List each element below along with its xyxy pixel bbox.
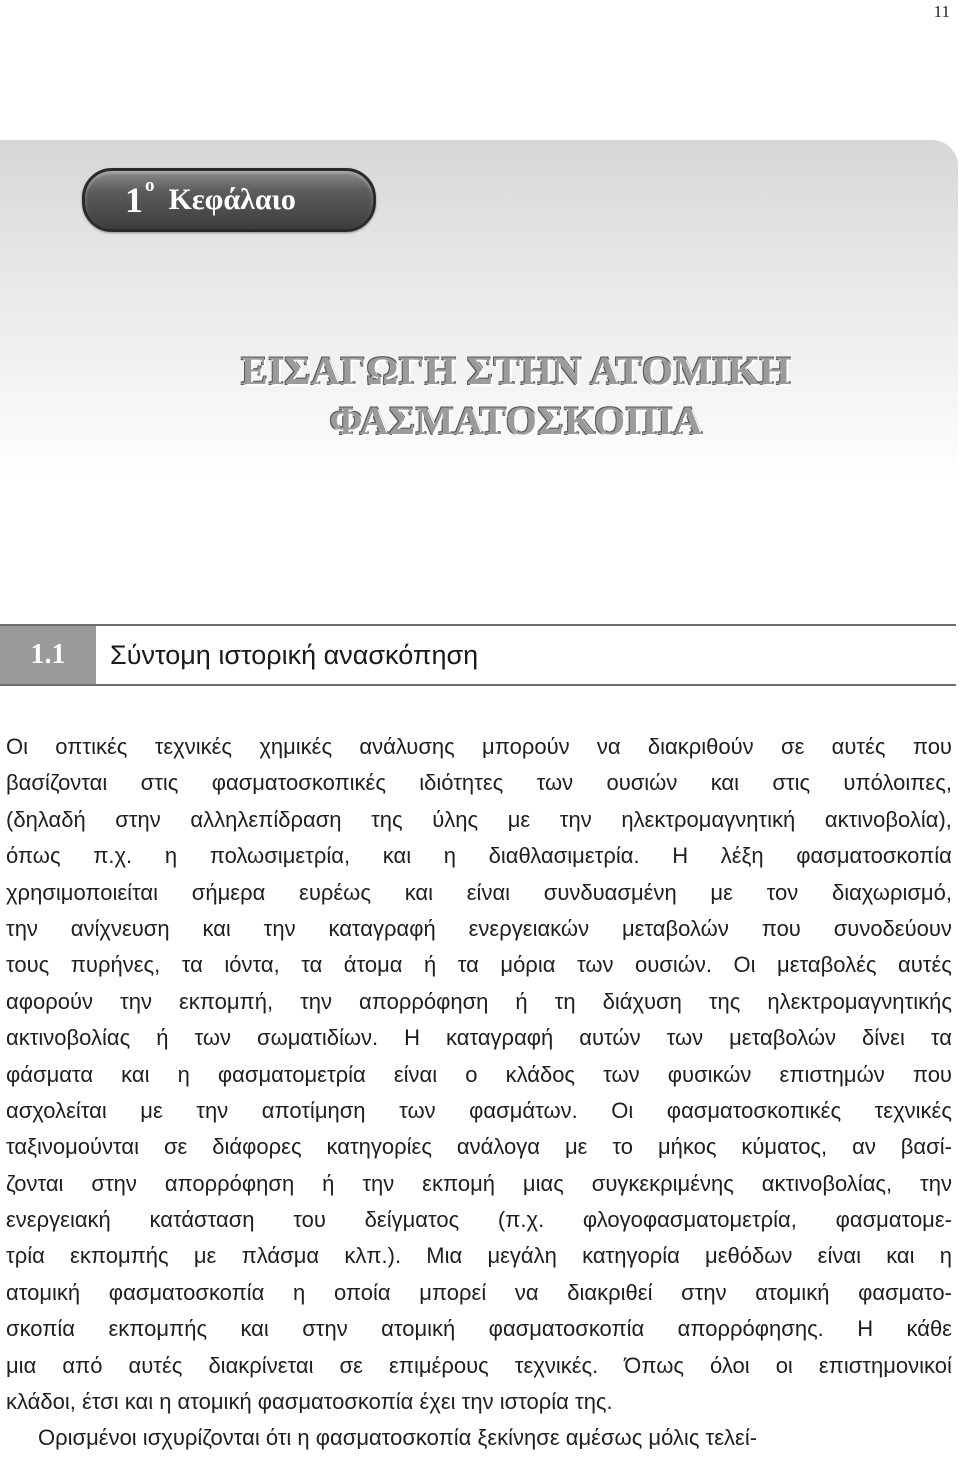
paragraph-line: ασχολείται με την αποτίμηση των φασμάτων. Οι φασματοσκοπικές τεχνικές (6, 1097, 952, 1123)
paragraph-line: (δηλαδή στην αλληλεπίδραση της ύλης με την ηλεκτρομαγνητική ακτινοβολία), (6, 806, 952, 832)
paragraph-line: Οι οπτικές τεχνικές χημικές ανάλυσης μπορούν να διακριθούν σε αυτές που (6, 734, 952, 759)
section-title: Σύντομη ιστορική ανασκόπηση (110, 640, 479, 670)
paragraph-line: την ανίχνευση και την καταγραφή ενεργειακών μεταβολών που συνοδεύουν (6, 915, 952, 941)
paragraph-line: ενεργειακή κατάσταση του δείγματος (π.χ. φλογοφασματομετρία, φασματομε- (6, 1207, 952, 1233)
section-heading-bar (0, 624, 956, 686)
paragraph-lines (6, 729, 952, 1420)
page-number: 11 (933, 2, 950, 21)
paragraph-line: ατομική φασματοσκοπία η οποία μπορεί να διακριθεί στην ατομική φασματο- (6, 1279, 952, 1305)
paragraph-line: κλάδοι, έτσι και η ατομική φασματοσκοπία έχει την ιστορία της. (6, 1389, 613, 1415)
paragraph-line: ακτινοβολίας ή των σωματιδίων. Η καταγραφή αυτών των μεταβολών δίνει τα (6, 1025, 952, 1051)
paragraph-line: χρησιμοποιείται σήμερα ευρέως και είναι συνδυασμένη με τον διαχωρισμό, (6, 879, 952, 905)
chapter-title (0, 346, 960, 446)
paragraph-line: αφορούν την εκπομπή, την απορρόφηση ή τη διάχυση της ηλεκτρομαγνητικής (6, 988, 952, 1014)
paragraph-line: φάσματα και η φασματομετρία είναι ο κλάδος των φυσικών επιστημών που (6, 1061, 952, 1087)
chapter-title-line-1: ΕΙΣΑΓΩΓΗ ΣΤΗΝ ΑΤΟΜΙΚΗ (240, 348, 792, 393)
body-paragraph (6, 729, 952, 1457)
paragraph-line: όπως π.χ. η πολωσιμετρία, και η διαθλασιμετρία. Η λέξη φασματοσκοπία (6, 843, 952, 869)
section-number-box (0, 626, 96, 684)
section-number: 1.1 (30, 639, 66, 670)
chapter-ordinal-superscript: ο (145, 175, 155, 196)
paragraph-line: σκοπία εκπομπής και στην ατομική φασματοσκοπία απορρόφησης. Η κάθε (6, 1316, 952, 1342)
chapter-title-line-2: ΦΑΣΜΑΤΟΣΚΟΠΙΑ (329, 398, 703, 443)
next-paragraph-first-line: Ορισμένοι ισχυρίζονται ότι η φασματοσκοπία ξεκίνησε αμέσως μόλις τελεί- (38, 1425, 758, 1451)
paragraph-line: μια από αυτές διακρίνεται σε επιμέρους τεχνικές. Όπως όλοι οι επιστημονικοί (6, 1352, 952, 1378)
chapter-label: Κεφάλαιο (168, 183, 296, 216)
paragraph-line: τρία εκπομπής με πλάσμα κλπ.). Μια μεγάλη κατηγορία μεθόδων είναι και η (6, 1243, 952, 1269)
paragraph-line: ζονται στην απορρόφηση ή την εκπομή μιας συγκεκριμένης ακτινοβολίας, την (6, 1170, 952, 1196)
paragraph-line: τους πυρήνες, τα ιόντα, τα άτομα ή τα μόρια των ουσιών. Οι μεταβολές αυτές (6, 952, 952, 978)
chapter-tab (82, 168, 376, 232)
paragraph-line: βασίζονται στις φασματοσκοπικές ιδιότητες των ουσιών και στις υπόλοιπες, (6, 770, 952, 796)
paragraph-line: ταξινομούνται σε διάφορες κατηγορίες ανάλογα με το μήκος κύματος, αν βασί- (6, 1134, 952, 1160)
chapter-number: 1 (125, 180, 143, 220)
